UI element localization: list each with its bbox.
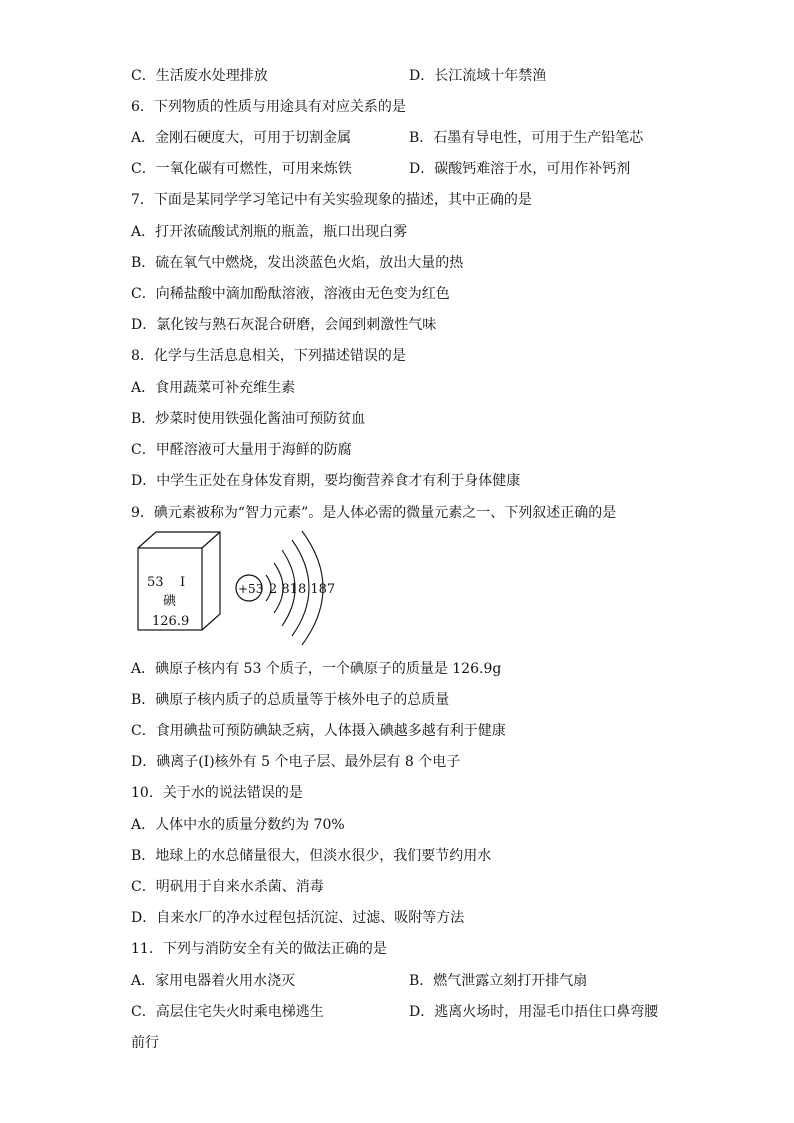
q7-stem: 7．下面是某同学学习笔记中有关实验现象的描述，其中正确的是 [131, 192, 532, 208]
q5-option-c: C．生活废水处理排放 [131, 68, 268, 84]
q6-option-a: A．金刚石硬度大，可用于切割金属 [131, 130, 352, 146]
q10-option-b: B．地球上的水总储量很大，但淡水很少，我们要节约用水 [131, 848, 492, 864]
q11-option-d: D．逃离火场时，用湿毛巾捂住口鼻弯腰 [409, 1004, 659, 1020]
q11-option-c: C．高层住宅失火时乘电梯逃生 [131, 1004, 324, 1020]
atomic-number: 53 [147, 575, 164, 590]
electron-counts: 2 818 187 [269, 582, 336, 597]
q10-option-c: C．明矾用于自来水杀菌、消毒 [131, 879, 324, 895]
q10-option-a: A．人体中水的质量分数约为 70% [131, 817, 345, 833]
q11-option-a: A．家用电器着火用水浇灭 [131, 973, 296, 989]
q8-option-d: D．中学生正处在身体发育期，要均衡营养食才有利于身体健康 [131, 473, 521, 489]
q8-option-c: C．甲醛溶液可大量用于海鲜的防腐 [131, 442, 352, 458]
q7-option-d: D．氯化铵与熟石灰混合研磨，会闻到刺激性气味 [131, 317, 437, 333]
iodine-figure [136, 530, 346, 650]
q6-option-b: B．石墨有导电性，可用于生产铅笔芯 [409, 130, 644, 146]
q7-option-b: B．硫在氧气中燃烧，发出淡蓝色火焰，放出大量的热 [131, 255, 464, 271]
q6-option-d: D．碳酸钙难溶于水，可用作补钙剂 [409, 161, 631, 177]
q7-option-a: A．打开浓硫酸试剂瓶的瓶盖，瓶口出现白雾 [131, 224, 408, 240]
q9-option-c: C．食用碘盐可预防碘缺乏病，人体摄入碘越多越有利于健康 [131, 723, 506, 739]
q8-stem: 8．化学与生活息息相关，下列描述错误的是 [131, 348, 406, 364]
q9-option-b: B．碘原子核内质子的总质量等于核外电子的总质量 [131, 692, 450, 708]
q8-option-a: A．食用蔬菜可补充维生素 [131, 380, 296, 396]
element-symbol: I [180, 575, 186, 590]
q9-option-a: A．碘原子核内有 53 个质子，一个碘原子的质量是 126.9g [131, 661, 502, 677]
nucleus-charge: +53 [238, 582, 264, 596]
q8-option-b: B．炒菜时使用铁强化酱油可预防贫血 [131, 411, 366, 427]
q11-option-b: B．燃气泄露立刻打开排气扇 [409, 973, 588, 989]
q5-option-d: D．长江流域十年禁渔 [409, 68, 547, 84]
q7-option-c: C．向稀盐酸中滴加酚酞溶液，溶液由无色变为红色 [131, 286, 450, 302]
q10-stem: 10．关于水的说法错误的是 [131, 785, 303, 801]
q9-stem: 9．碘元素被称为“智力元素”。是人体必需的微量元素之一、下列叙述正确的是 [131, 505, 617, 521]
q11-stem: 11．下列与消防安全有关的做法正确的是 [131, 941, 387, 957]
element-name: 碘 [163, 594, 177, 609]
q6-stem: 6．下列物质的性质与用途具有对应关系的是 [131, 99, 406, 115]
q6-option-c: C．一氧化碳有可燃性，可用来炼铁 [131, 161, 352, 177]
q10-option-d: D．自来水厂的净水过程包括沉淀、过滤、吸附等方法 [131, 910, 465, 926]
atomic-mass: 126.9 [152, 614, 190, 629]
q11-option-d-continued: 前行 [131, 1035, 159, 1051]
q9-option-d: D．碘离子(I)核外有 5 个电子层、最外层有 8 个电子 [131, 754, 461, 770]
iodine-diagram [136, 530, 346, 650]
